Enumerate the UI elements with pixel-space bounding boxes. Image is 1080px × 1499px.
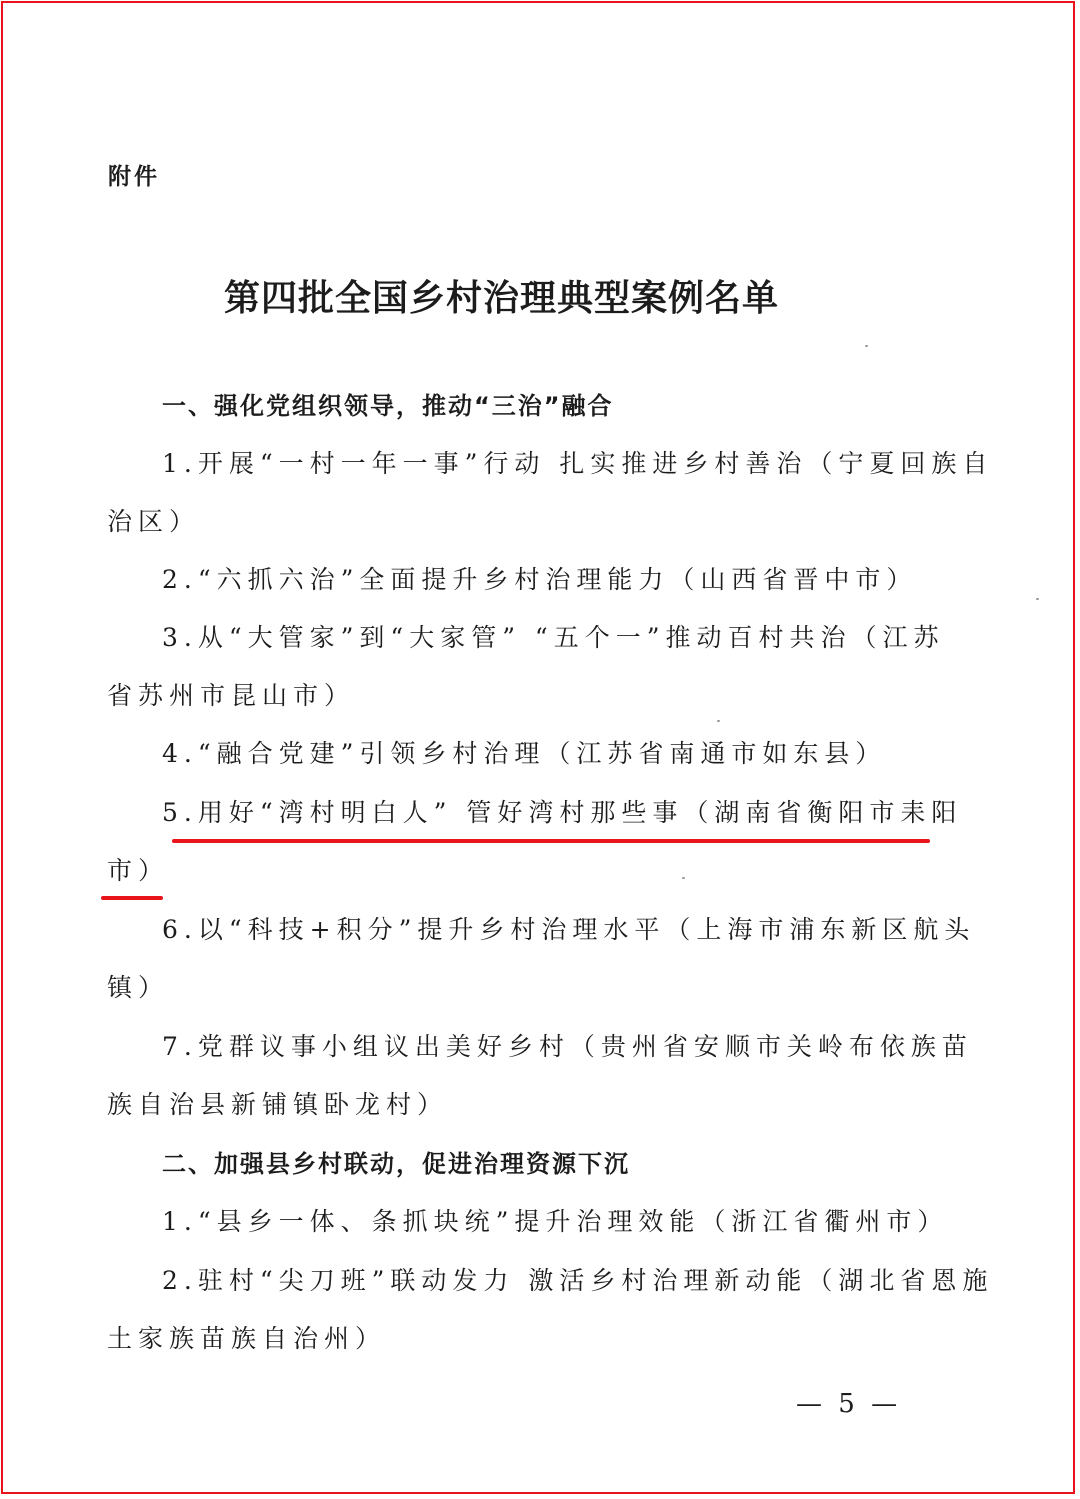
section-1-item-4: 4.“融合党建”引领乡村治理（江苏省南通市如东县） bbox=[162, 739, 887, 768]
section-1-item-6: 6.以“科技+积分”提升乡村治理水平（上海市浦东新区航头 bbox=[162, 915, 976, 944]
section-1-item-1-continued: 治区） bbox=[107, 507, 201, 536]
section-1-item-5: 5.用好“湾村明白人” 管好湾村那些事（湖南省衡阳市耒阳 bbox=[162, 798, 963, 827]
section-2-item-2-continued: 土家族苗族自治州） bbox=[107, 1324, 387, 1353]
section-1-item-7-continued: 族自治县新铺镇卧龙村） bbox=[107, 1090, 449, 1119]
scan-speck bbox=[865, 345, 868, 347]
section-2-item-1: 1.“县乡一体、条抓块统”提升治理效能（浙江省衢州市） bbox=[162, 1207, 949, 1236]
highlight-underline bbox=[172, 839, 930, 843]
attachment-label: 附件 bbox=[108, 164, 160, 190]
section-1-item-6-continued: 镇） bbox=[107, 973, 170, 1002]
section-1-item-3-continued: 省苏州市昆山市） bbox=[107, 681, 356, 710]
section-1-item-7: 7.党群议事小组议出美好乡村（贵州省安顺市关岭布依族苗 bbox=[162, 1032, 973, 1061]
scan-speck bbox=[717, 720, 720, 722]
scan-speck bbox=[1036, 598, 1039, 600]
page-title: 第四批全国乡村治理典型案例名单 bbox=[224, 277, 780, 319]
section-1-heading: 一、强化党组织领导，推动“三治”融合 bbox=[162, 392, 614, 420]
section-1-item-1: 1.开展“一村一年一事”行动 扎实推进乡村善治（宁夏回族自 bbox=[162, 449, 994, 478]
page-number: — 5 — bbox=[796, 1389, 902, 1419]
highlight-underline-continued bbox=[101, 896, 163, 900]
scan-speck bbox=[682, 877, 685, 879]
section-1-item-3: 3.从“大管家”到“大家管” “五个一”推动百村共治（江苏 bbox=[162, 623, 945, 652]
section-1-item-5-continued: 市） bbox=[107, 856, 170, 885]
section-1-item-2: 2.“六抓六治”全面提升乡村治理能力（山西省晋中市） bbox=[162, 565, 918, 594]
section-2-item-2: 2.驻村“尖刀班”联动发力 激活乡村治理新动能（湖北省恩施 bbox=[162, 1266, 994, 1295]
section-2-heading: 二、加强县乡村联动，促进治理资源下沉 bbox=[162, 1150, 630, 1178]
